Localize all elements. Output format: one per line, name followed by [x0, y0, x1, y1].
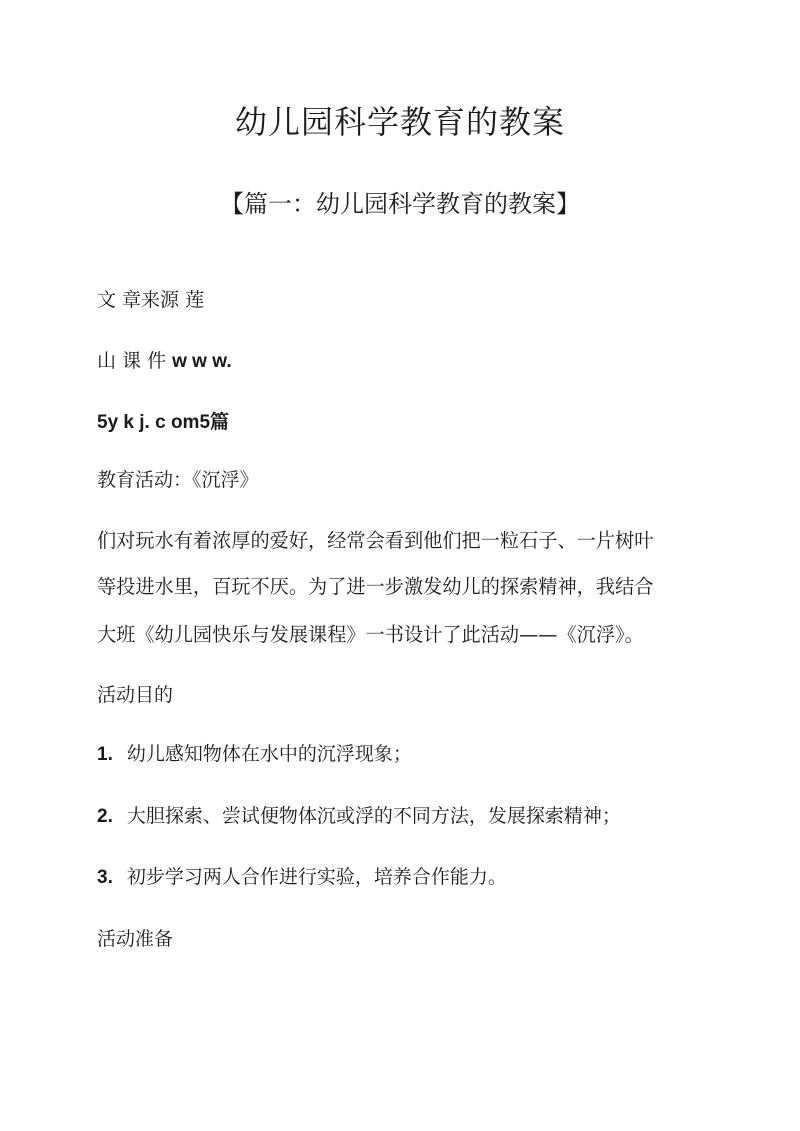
goal-text: 大胆探索、尝试便物体沉或浮的不同方法，发展探索精神；: [126, 805, 621, 827]
activity-label: 教育活动：《沉浮》: [97, 469, 259, 491]
goal-number: 3.: [97, 867, 113, 888]
goal-item: [97, 802, 621, 831]
goal-number: 1.: [97, 744, 113, 765]
source-line-2: [97, 347, 232, 376]
source-line-2-latin: w w w.: [172, 351, 232, 372]
preparation-heading: 活动准备: [97, 928, 174, 950]
document-subtitle: 【篇一：幼儿园科学教育的教案】: [220, 190, 580, 218]
intro-line: 等投进水里，百玩不厌。为了进一步激发幼儿的探索精神，我结合: [97, 575, 654, 598]
goal-item: [97, 740, 412, 769]
document-title: 幼儿园科学教育的教案: [234, 103, 565, 141]
source-line-3-suffix: 篇: [210, 411, 230, 433]
intro-line: 们对玩水有着浓厚的爱好，经常会看到他们把一粒石子、一片树叶: [97, 529, 654, 552]
intro-line: 大班《幼儿园快乐与发展课程》一书设计了此活动——《沉浮》。: [97, 623, 644, 646]
source-line-1: 文 章来源 莲: [97, 289, 205, 311]
goal-text: 幼儿感知物体在水中的沉浮现象；: [126, 743, 412, 765]
source-line-3: [97, 408, 229, 437]
source-line-2-prefix: 山 课 件: [97, 350, 173, 372]
goal-item: [97, 863, 507, 892]
source-line-3-latin: 5y k j. c om5: [97, 412, 211, 433]
goals-heading: 活动目的: [97, 684, 174, 706]
goal-number: 2.: [97, 806, 113, 827]
goal-text: 初步学习两人合作进行实验，培养合作能力。: [126, 866, 507, 888]
